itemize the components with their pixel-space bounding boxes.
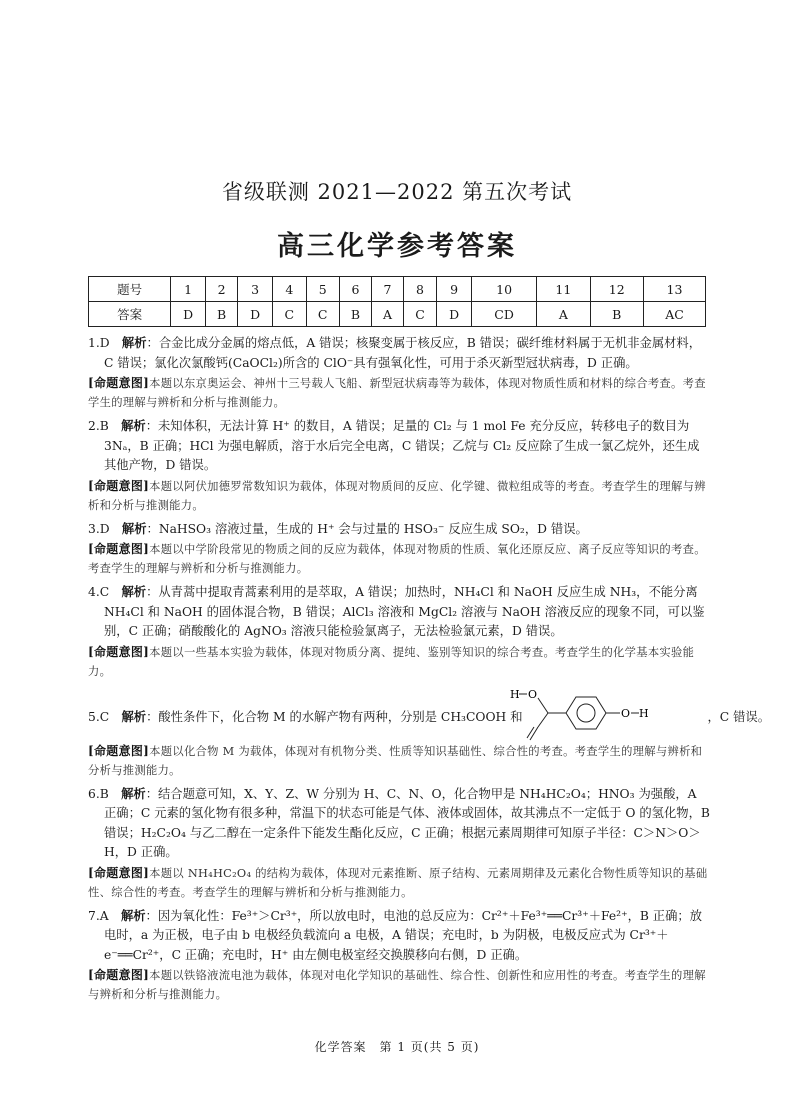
- row-label: 题号: [89, 277, 171, 302]
- question-number: 13: [643, 277, 705, 302]
- intent: [命题意图]本题以阿伏加德罗常数知识为载体，体现对物质间的反应、化学键、微粒组成等的考查。考查学生的理解与辨析和分析与推测能力。: [88, 478, 706, 512]
- answer-cell: C: [306, 302, 339, 327]
- exam-title: 省级联测 2021—2022 第五次考试: [221, 180, 573, 204]
- analysis: 6.B 解析：结合题意可知，X、Y、Z、W 分别为 H、C、N、O，化合物甲是 NH₄HC₂O₄；HNO₃ 为强酸，A 正确；C 元素的氢化物有很多种，常温下的状态可能是气体、液体或固体，故其沸点不一定低于 O 的氢化物，B 错误；H₂C₂O₄ 与乙二醇在一定条件下能发生酯化反应，C 正确；根据元素周期律可知原子半径：C＞N＞O＞H，D 正确。: [88, 785, 710, 859]
- answer-cell: B: [339, 302, 371, 327]
- question-number: 1: [171, 277, 206, 302]
- question-number: 2: [206, 277, 238, 302]
- intent: [命题意图]本题以一些基本实验为载体，体现对物质分离、提纯、鉴别等知识的综合考查。考查学生的化学基本实验能力。: [88, 644, 695, 678]
- intent: [命题意图]本题以中学阶段常见的物质之间的反应为载体，体现对物质的性质、氧化还原反应、离子反应等知识的考查。考查学生的理解与辨析和分析与推测能力。: [88, 542, 706, 575]
- page-footer: 化学答案 第 1 页(共 5 页): [314, 1040, 480, 1054]
- analysis: 1.D 解析：合金比成分金属的熔点低，A 错误；核聚变属于核反应，B 错误；碳纤维材料属于无机非金属材料，C 错误；氯化次氯酸钙(CaOCl₂)所含的 ClO⁻具有强氧化性，可用于杀灭新型冠状病毒，D 正确。: [88, 335, 702, 370]
- struct-h-right: H: [639, 706, 649, 720]
- answer-table: [88, 276, 706, 327]
- struct-h-left: H: [510, 687, 520, 701]
- explanations: [88, 333, 771, 1008]
- answer-cell: B: [590, 302, 643, 327]
- answer-cell: C: [403, 302, 436, 327]
- analysis: 7.A 解析：因为氧化性：Fe³⁺＞Cr³⁺，所以放电时，电池的总反应为：Cr²⁺＋Fe³⁺══Cr³⁺＋Fe²⁺，B 正确；放电时，a 为正极，电子由 b 电极经负载流向 a 电极，A 错误；充电时，b 为阴极，电极反应式为 Cr³⁺＋e⁻══Cr²⁺，C 正确；充电时，H⁺ 由左侧电极室经交换膜移向右侧，D 正确。: [88, 907, 702, 962]
- benzene-ring: [566, 697, 606, 729]
- question-1: [88, 333, 710, 412]
- intent: [命题意图]本题以铁铬液流电池为载体，体现对电化学知识的基础性、综合性、创新性和应用性的考查。考查学生的理解与辨析和分析与推测能力。: [88, 968, 706, 1001]
- question-7: [88, 906, 710, 1005]
- analysis: 2.B 解析：未知体积，无法计算 H⁺ 的数目，A 错误；足量的 Cl₂ 与 1 mol Fe 充分反应，转移电子的数目为 3Nₐ，B 正确；HCl 为强电解质，溶于水后完全电离，C 错误；乙烷与 Cl₂ 反应除了生成一氯乙烷外，还生成其他产物，D 错误。: [88, 418, 700, 472]
- struct-o-right: O: [621, 706, 631, 720]
- number-row: [89, 277, 706, 302]
- question-number: 6: [339, 277, 371, 302]
- answer-title: 高三化学参考答案: [277, 231, 517, 262]
- question-number: 9: [437, 277, 472, 302]
- answer-row: [89, 302, 706, 327]
- question-number: 11: [537, 277, 590, 302]
- analysis: 5.C 解析：酸性条件下，化合物 M 的水解产物有两种，分别是 CH₃COOH 和 ，C 错误。: [88, 708, 771, 724]
- answer-cell: A: [537, 302, 590, 327]
- answer-cell: C: [273, 302, 306, 327]
- intent: [命题意图]本题以化合物 M 为载体，体现对有机物分类、性质等知识基础性、综合性的考查。考查学生的理解与辨析和分析与推测能力。: [88, 743, 703, 777]
- answer-cell: A: [372, 302, 404, 327]
- question-3: [88, 519, 710, 579]
- question-number: 3: [238, 277, 273, 302]
- question-4: [88, 582, 710, 681]
- analysis: 3.D 解析：NaHSO₃ 溶液过量，生成的 H⁺ 会与过量的 HSO₃⁻ 反应生成 SO₂，D 错误。: [88, 520, 588, 536]
- intent: [命题意图]本题以 NH₄HC₂O₄ 的结构为载体，体现对元素推断、原子结构、元素周期律及元素化合物性质等知识的基础性、综合性的考查。考查学生的理解与辨析和分析与推测能力。: [88, 865, 708, 899]
- row-label: 答案: [89, 302, 171, 327]
- answer-cell: D: [171, 302, 206, 327]
- analysis-with-structure: [88, 685, 771, 741]
- question-number: 4: [273, 277, 306, 302]
- question-5: [88, 685, 771, 780]
- hydrolysis-product-structure: [508, 685, 698, 741]
- question-2: [88, 416, 710, 515]
- answer-cell: CD: [472, 302, 537, 327]
- answer-cell: B: [206, 302, 238, 327]
- question-number: 10: [472, 277, 537, 302]
- answer-cell: D: [437, 302, 472, 327]
- question-6: [88, 784, 710, 902]
- analysis: 4.C 解析：从青蒿中提取青蒿素利用的是萃取，A 错误；加热时，NH₄Cl 和 NaOH 反应生成 NH₃，不能分离 NH₄Cl 和 NaOH 的固体混合物，B 错误；AlCl₃ 溶液和 MgCl₂ 溶液与 NaOH 溶液反应的现象不同，可以鉴别，C 正确；硝酸酸化的 AgNO₃ 溶液只能检验氯离子，无法检验氯元素，D 错误。: [88, 584, 705, 638]
- question-number: 7: [372, 277, 404, 302]
- answer-cell: AC: [643, 302, 705, 327]
- intent: [命题意图]本题以东京奥运会、神州十三号载人飞船、新型冠状病毒等为载体，体现对物质性质和材料的综合考查。考查学生的理解与辨析和分析与推测能力。: [88, 376, 706, 409]
- struct-o-left: O: [528, 687, 538, 701]
- question-number: 8: [403, 277, 436, 302]
- answer-cell: D: [238, 302, 273, 327]
- question-number: 12: [590, 277, 643, 302]
- question-number: 5: [306, 277, 339, 302]
